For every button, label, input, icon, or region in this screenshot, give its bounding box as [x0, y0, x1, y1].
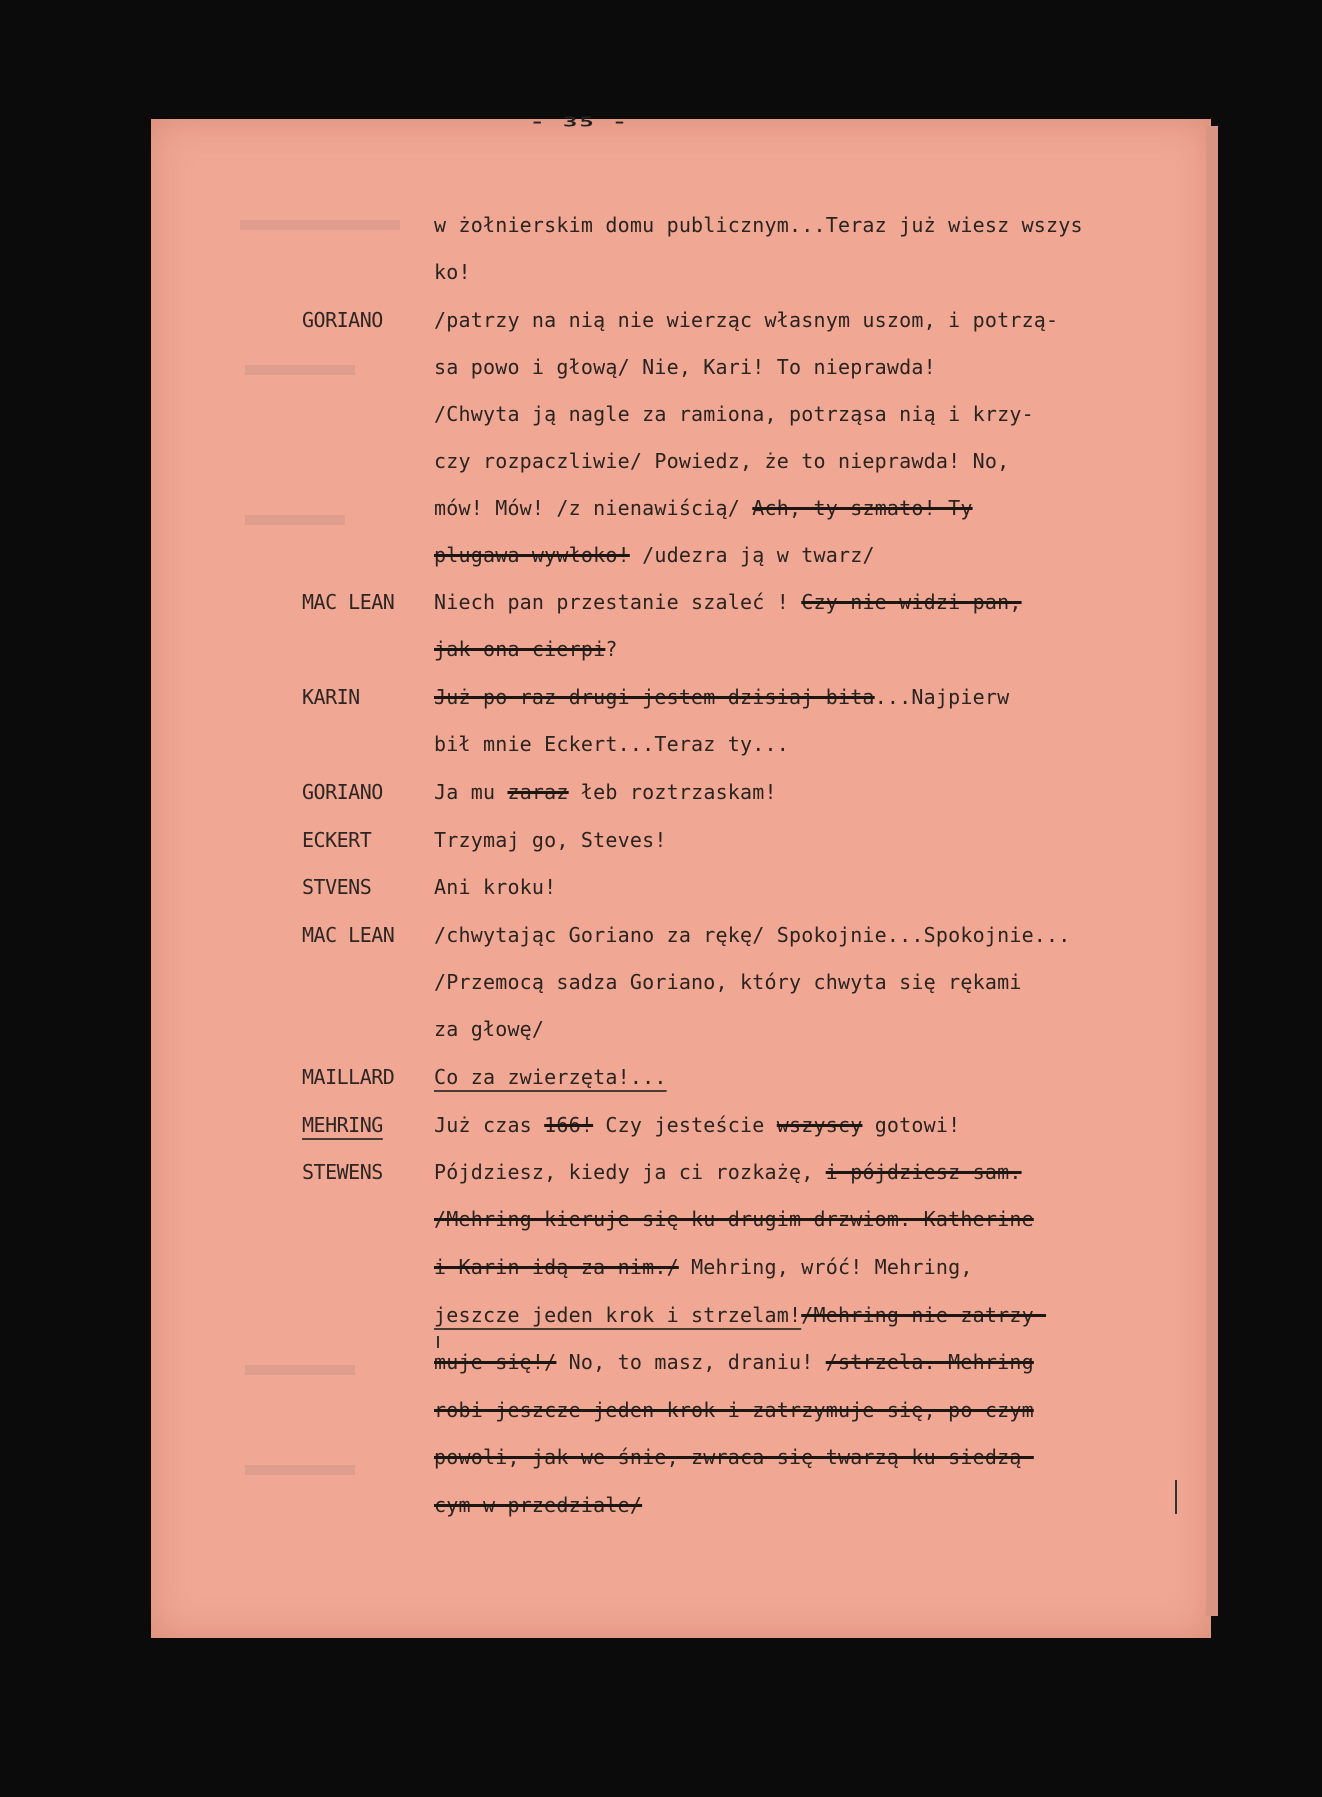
dialogue-text — [434, 1204, 1034, 1234]
dialogue-text — [434, 210, 1083, 240]
dialogue-fragment: Trzymaj go, Steves! — [434, 828, 667, 852]
dialogue-text — [434, 872, 556, 902]
dialogue-text — [434, 446, 1009, 476]
struck-out-text: powoli, jak we śnie, zwraca się twarzą ku siedzą- — [434, 1445, 1034, 1469]
dialogue-fragment: łeb roztrzaskam! — [568, 780, 777, 804]
struck-out-text: Ach, ty szmato! Ty — [752, 496, 973, 520]
dialogue-text — [434, 1300, 1046, 1330]
speaker-name: STVENS — [302, 875, 372, 899]
struck-out-text: cym w przedziale/ — [434, 1493, 643, 1517]
struck-out-text: plugawa wywłoko! — [434, 543, 630, 567]
struck-out-text: /strzela. Mehring — [825, 1350, 1034, 1374]
dialogue-fragment: w żołnierskim domu publicznym...Teraz już wiesz wszys — [434, 213, 1083, 237]
dialogue-text — [434, 1110, 960, 1140]
dialogue-fragment: czy rozpaczliwie/ Powiedz, że to nieprawda! No, — [434, 449, 1010, 473]
dialogue-text — [434, 920, 1071, 950]
dialogue-fragment: /Przemocą sadza Goriano, który chwyta się rękami — [434, 970, 1022, 994]
struck-out-text: wszyscy — [776, 1113, 863, 1137]
struck-out-text: Już po raz drugi jestem dzisiaj bita — [434, 685, 875, 709]
dialogue-fragment: Ani kroku! — [434, 875, 557, 899]
dialogue-text — [434, 682, 1009, 712]
dialogue-text — [434, 1490, 642, 1520]
struck-out-text: jak ona cierpi — [434, 637, 606, 661]
dialogue-fragment: ko! — [434, 260, 471, 284]
dialogue-fragment: Niech pan przestanie szaleć ! — [434, 590, 802, 614]
dialogue-fragment: /udezra ją w twarz/ — [629, 543, 875, 567]
dialogue-text — [434, 1395, 1034, 1425]
struck-out-text: muje się!/ — [434, 1350, 557, 1374]
struck-out-text: 166! — [544, 1113, 594, 1137]
dialogue-fragment: /Chwyta ją nagle za ramiona, potrząsa nią i krzy- — [434, 402, 1034, 426]
dialogue-text — [434, 825, 667, 855]
struck-out-text: robi jeszcze jeden krok i zatrzymuje się, po czym — [434, 1398, 1034, 1422]
dialogue-fragment: Czy jesteście — [593, 1113, 777, 1137]
dialogue-text — [434, 634, 618, 664]
struck-out-text: zaraz — [507, 780, 569, 804]
speaker-name: GORIANO — [302, 308, 383, 332]
dialogue-fragment: Już czas — [434, 1113, 545, 1137]
dialogue-fragment: jeszcze jeden krok i strzelam! — [434, 1303, 802, 1327]
dialogue-fragment: Co za zwierzęta!... — [434, 1065, 667, 1089]
dialogue-fragment: ...Najpierw — [874, 685, 1010, 709]
dialogue-text — [434, 257, 471, 287]
page-number: - 35 - — [530, 114, 629, 130]
struck-out-text: /Mehring nie zatrzy- — [801, 1303, 1047, 1327]
dialogue-text — [434, 493, 973, 523]
pencil-mark — [1175, 1480, 1177, 1514]
dialogue-fragment: ? — [605, 637, 618, 661]
pencil-mark — [437, 1336, 439, 1348]
dialogue-fragment: No, to masz, draniu! — [556, 1350, 826, 1374]
dialogue-fragment: Ja mu — [434, 780, 508, 804]
speaker-name: ECKERT — [302, 828, 372, 852]
dialogue-fragment: /chwytając Goriano za rękę/ Spokojnie...Spokojnie... — [434, 923, 1071, 947]
speaker-name: KARIN — [302, 685, 360, 709]
dialogue-text — [434, 540, 875, 570]
dialogue-text — [434, 1252, 973, 1282]
dialogue-fragment: Pójdziesz, kiedy ja ci rozkażę, — [434, 1160, 826, 1184]
struck-out-text: i Karin idą za nim./ — [434, 1255, 679, 1279]
struck-out-text: Czy nie widzi pan, — [801, 590, 1022, 614]
dialogue-fragment: Mehring, wróć! Mehring, — [678, 1255, 973, 1279]
speaker-name: MAC LEAN — [302, 923, 395, 947]
dialogue-fragment: mów! Mów! /z nienawiścią/ — [434, 496, 753, 520]
speaker-name: MAILLARD — [302, 1065, 395, 1089]
struck-out-text: i pójdziesz sam. — [825, 1160, 1022, 1184]
dialogue-fragment: sa powo i głową/ Nie, Kari! To nieprawda! — [434, 355, 936, 379]
dialogue-text — [434, 305, 1058, 335]
dialogue-text — [434, 399, 1034, 429]
dialogue-fragment: gotowi! — [862, 1113, 961, 1137]
dialogue-text — [434, 1062, 667, 1092]
speaker-name: GORIANO — [302, 780, 383, 804]
dialogue-fragment: za głowę/ — [434, 1017, 545, 1041]
dialogue-text — [434, 777, 777, 807]
dialogue-text — [434, 1014, 544, 1044]
dialogue-text — [434, 1347, 1034, 1377]
dialogue-text — [434, 587, 1022, 617]
dialogue-text — [434, 967, 1022, 997]
speaker-name: MEHRING — [302, 1113, 383, 1137]
dialogue-fragment: bił mnie Eckert...Teraz ty... — [434, 732, 789, 756]
dialogue-text — [434, 729, 789, 759]
dialogue-text — [434, 1157, 1022, 1187]
speaker-name: STEWENS — [302, 1160, 383, 1184]
struck-out-text: /Mehring kieruje się ku drugim drzwiom. Katherine — [434, 1207, 1034, 1231]
dialogue-text — [434, 1442, 1034, 1472]
speaker-name: MAC LEAN — [302, 590, 395, 614]
dialogue-text — [434, 352, 936, 382]
dialogue-fragment: /patrzy na nią nie wierząc własnym uszom, i potrzą- — [434, 308, 1059, 332]
